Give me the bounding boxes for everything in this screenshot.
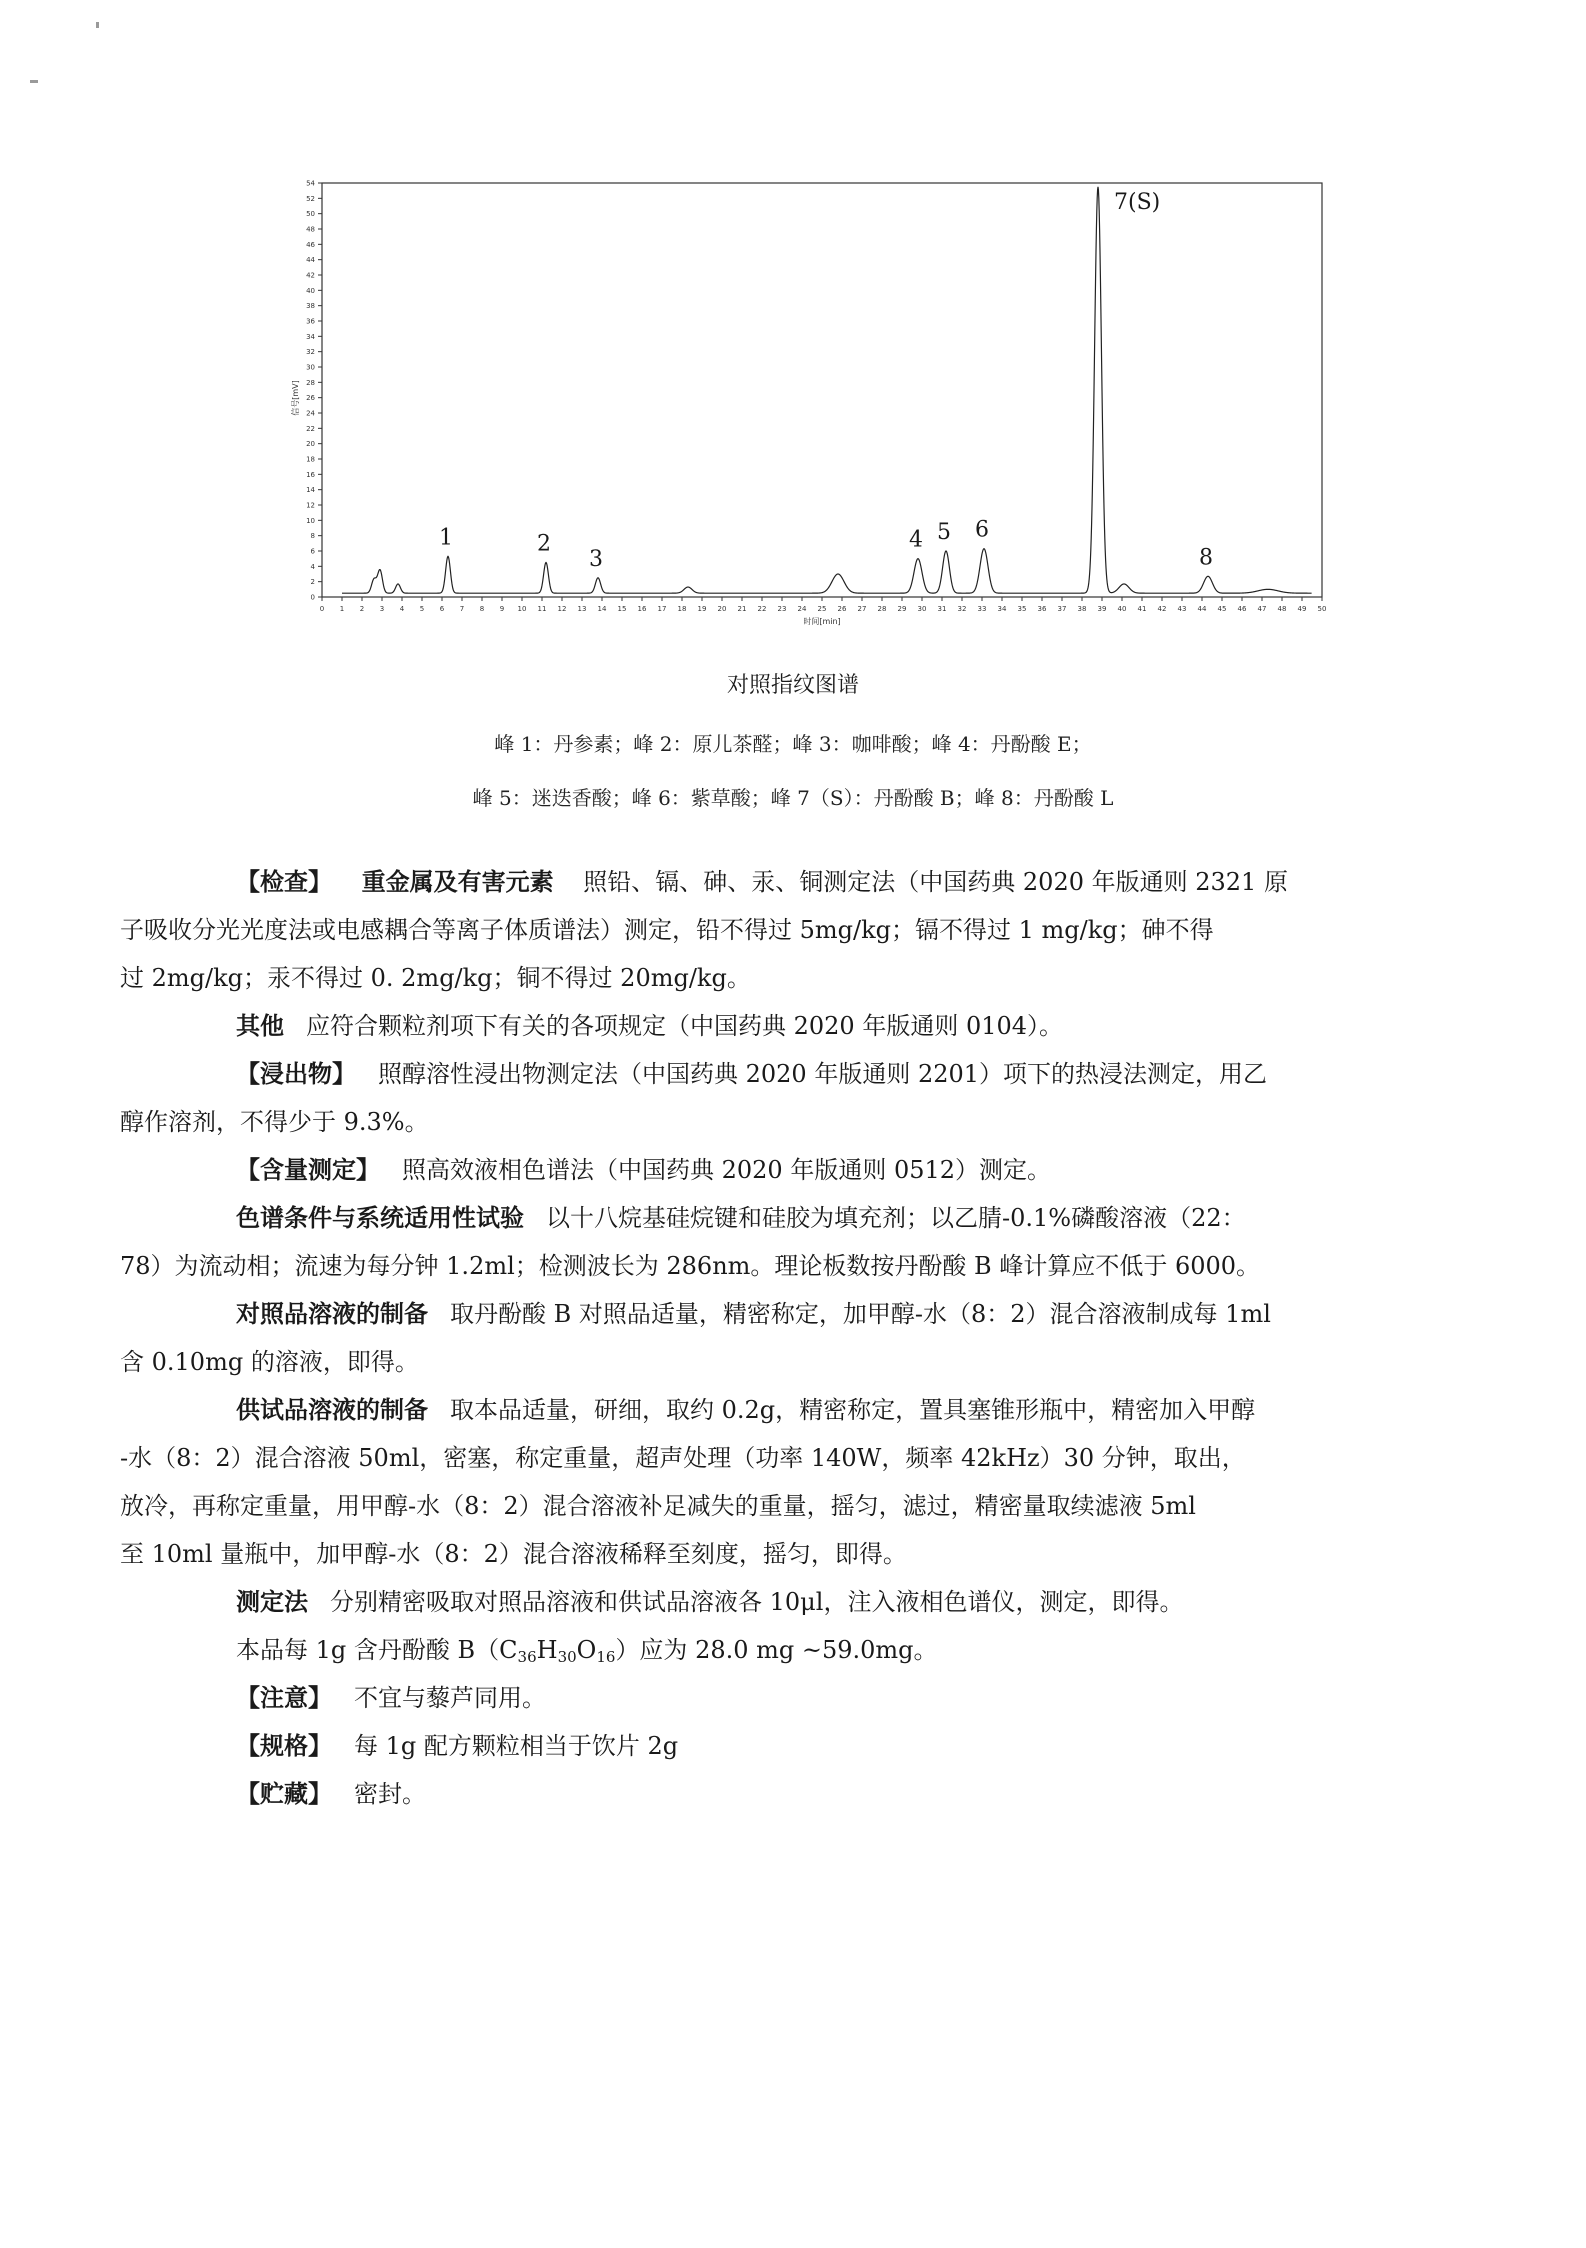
x-tick-label: 38 [1077,605,1087,613]
scan-speck [30,80,38,83]
x-tick-label: 37 [1057,605,1067,613]
x-tick-label: 39 [1097,605,1107,613]
extract-paragraph [120,1050,1428,1146]
x-axis-label: 时间[min] [803,617,841,626]
x-tick-label: 26 [837,605,847,613]
x-tick-label: 5 [419,605,425,613]
reference-prep-text-1: 取丹酚酸 B 对照品适量，精密称定，加甲醇-水（8：2）混合溶液制成每 1ml [450,1300,1271,1328]
x-tick-label: 35 [1017,605,1027,613]
storage-label: 【贮藏】 [236,1780,332,1808]
x-tick-label: 1 [339,605,345,613]
x-tick-label: 24 [797,605,807,613]
scan-speck [96,22,99,28]
x-tick-label: 44 [1197,605,1207,613]
y-tick-label: 4 [310,562,315,571]
peak-label: 6 [975,517,989,543]
x-tick-label: 27 [857,605,867,613]
y-tick-label: 16 [306,470,315,479]
y-tick-label: 12 [306,501,315,510]
heavy-metals-subhead: 重金属及有害元素 [361,868,554,896]
y-tick-label: 48 [306,225,315,234]
method-text: 分别精密吸取对照品溶液和供试品溶液各 10μl，注入液相色谱仪，测定，即得。 [330,1588,1184,1616]
x-tick-label: 13 [577,605,587,613]
sample-prep-text-2: -水（8：2）混合溶液 50ml，密塞，称定重量，超声处理（功率 140W，频率 42kHz）30 分钟，取出， [120,1444,1246,1472]
x-tick-label: 3 [379,605,385,613]
x-tick-label: 43 [1177,605,1187,613]
x-tick-label: 40 [1117,605,1127,613]
x-tick-label: 11 [537,605,547,613]
inspection-text-3: 过 2mg/kg；汞不得过 0. 2mg/kg；铜不得过 20mg/kg。 [120,964,751,992]
chromatogram-figure [291,179,1340,650]
y-tick-label: 50 [306,210,315,219]
y-tick-label: 38 [306,302,315,311]
x-tick-label: 14 [597,605,607,613]
figure-legend-line-1: 峰 1：丹参素；峰 2：原儿茶醛；峰 3：咖啡酸；峰 4：丹酚酸 E； [494,732,1092,756]
spec-text: 每 1g 配方颗粒相当于饮片 2g [354,1732,679,1760]
caution-text: 不宜与藜芦同用。 [354,1684,546,1712]
plot-frame [322,183,1322,597]
reference-prep-text-2: 含 0.10mg 的溶液，即得。 [120,1348,419,1376]
inspection-paragraph [120,858,1428,1002]
y-tick-label: 40 [306,286,315,295]
x-tick-label: 45 [1217,605,1227,613]
content-paragraph [178,1626,1428,1674]
chromatogram-chart [291,179,1340,650]
y-tick-label: 28 [306,378,315,387]
x-tick-label: 15 [617,605,627,613]
x-tick-label: 47 [1257,605,1267,613]
figure-title: 对照指纹图谱 [726,673,859,698]
x-tick-label: 33 [977,605,987,613]
y-tick-label: 2 [310,578,315,587]
y-tick-label: 24 [306,409,315,418]
y-tick-label: 14 [306,486,315,495]
y-tick-label: 32 [306,348,315,357]
monograph-body [120,858,1428,1818]
x-tick-label: 46 [1237,605,1247,613]
reference-prep-paragraph [120,1290,1428,1386]
chromatography-paragraph [120,1194,1428,1290]
y-tick-label: 30 [306,363,315,372]
y-tick-label: 42 [306,271,315,280]
caution-paragraph [178,1674,1428,1722]
content-suffix: ）应为 28.0 mg ~59.0mg。 [615,1636,938,1664]
peak-label: 5 [937,520,951,545]
extract-text-2: 醇作溶剂，不得少于 9.3%。 [120,1108,429,1136]
y-tick-label: 10 [306,516,315,525]
x-tick-label: 6 [439,605,445,613]
y-tick-label: 36 [306,317,315,326]
assay-label: 【含量测定】 [236,1156,380,1184]
x-tick-label: 18 [677,605,687,613]
x-tick-label: 41 [1137,605,1147,613]
x-tick-label: 23 [777,605,787,613]
x-tick-label: 0 [319,605,325,613]
x-tick-label: 34 [997,605,1007,613]
x-tick-label: 30 [917,605,927,613]
inspection-text-2: 子吸收分光光度法或电感耦合等离子体质谱法）测定，铅不得过 5mg/kg；镉不得过 1 mg/kg；砷不得 [120,916,1214,944]
others-paragraph [178,1002,1428,1050]
spec-paragraph [178,1722,1428,1770]
chromatography-label: 色谱条件与系统适用性试验 [236,1204,524,1232]
peak-label: 1 [439,525,453,551]
x-tick-label: 20 [717,605,727,613]
assay-paragraph [178,1146,1428,1194]
inspection-text-1: 照铅、镉、砷、汞、铜测定法（中国药典 2020 年版通则 2321 原 [583,868,1288,896]
x-tick-label: 8 [479,605,485,613]
peak-label: 4 [909,527,923,553]
storage-text: 密封。 [354,1780,426,1808]
x-tick-label: 17 [657,605,667,613]
x-tick-label: 48 [1277,605,1287,613]
x-tick-label: 9 [499,605,505,613]
y-tick-label: 46 [306,240,315,249]
formula-sub-c: 36 [517,1648,537,1666]
reference-prep-label: 对照品溶液的制备 [236,1300,428,1328]
sample-prep-label: 供试品溶液的制备 [236,1396,428,1424]
x-tick-label: 25 [817,605,827,613]
others-text: 应符合颗粒剂项下有关的各项规定（中国药典 2020 年版通则 0104）。 [306,1012,1064,1040]
spec-label: 【规格】 [236,1732,332,1760]
x-tick-label: 21 [737,605,747,613]
assay-text: 照高效液相色谱法（中国药典 2020 年版通则 0512）测定。 [402,1156,1052,1184]
formula-o: O [576,1636,597,1664]
method-paragraph [178,1578,1428,1626]
storage-paragraph [178,1770,1428,1818]
method-label: 测定法 [236,1588,308,1616]
sample-prep-paragraph [120,1386,1428,1578]
x-tick-label: 16 [637,605,647,613]
x-tick-label: 22 [757,605,767,613]
y-tick-label: 34 [306,332,315,341]
formula-sub-h: 30 [557,1648,577,1666]
y-tick-label: 52 [306,194,315,203]
x-tick-label: 42 [1157,605,1167,613]
y-tick-label: 20 [306,440,315,449]
extract-text-1: 照醇溶性浸出物测定法（中国药典 2020 年版通则 2201）项下的热浸法测定，用乙 [378,1060,1268,1088]
y-tick-label: 6 [310,547,315,556]
extract-label: 【浸出物】 [236,1060,356,1088]
content-prefix: 本品每 1g 含丹酚酸 B（C [236,1636,518,1664]
inspection-label: 【检查】 [236,868,332,896]
y-tick-label: 54 [306,179,315,188]
x-tick-label: 19 [697,605,707,613]
x-tick-label: 32 [957,605,967,613]
x-tick-label: 36 [1037,605,1047,613]
x-tick-label: 4 [399,605,405,613]
sample-prep-text-1: 取本品适量，研细，取约 0.2g，精密称定，置具塞锥形瓶中，精密加入甲醇 [450,1396,1256,1424]
others-label: 其他 [236,1012,284,1040]
peak-label: 8 [1199,545,1213,571]
sample-prep-text-4: 至 10ml 量瓶中，加甲醇-水（8：2）混合溶液稀释至刻度，摇匀，即得。 [120,1540,907,1568]
y-tick-label: 26 [306,394,315,403]
x-tick-label: 49 [1297,605,1307,613]
sample-prep-text-3: 放冷，再称定重量，用甲醇-水（8：2）混合溶液补足减失的重量，摇匀，滤过，精密量取续滤液 5ml [120,1492,1196,1520]
y-tick-label: 8 [310,532,315,541]
peak-label: 3 [589,546,603,572]
y-tick-label: 0 [310,593,315,602]
x-tick-label: 28 [877,605,887,613]
formula-sub-o: 16 [596,1648,616,1666]
x-tick-label: 7 [459,605,465,613]
y-axis-label: 信号[mV] [291,380,300,416]
x-tick-label: 31 [937,605,947,613]
peak-label: 2 [537,531,551,557]
x-tick-label: 29 [897,605,907,613]
peak-label: 7(S) [1114,189,1161,215]
x-tick-label: 2 [359,605,365,613]
y-tick-label: 18 [306,455,315,464]
y-tick-label: 44 [306,256,315,265]
chromatography-text-1: 以十八烷基硅烷键和硅胶为填充剂；以乙腈-0.1%磷酸溶液（22： [546,1204,1246,1232]
x-tick-label: 50 [1317,605,1327,613]
formula-h: H [536,1636,558,1664]
chromatography-text-2: 78）为流动相；流速为每分钟 1.2ml；检测波长为 286nm。理论板数按丹酚酸 B 峰计算应不低于 6000。 [120,1252,1261,1280]
caution-label: 【注意】 [236,1684,332,1712]
chromatogram-trace [342,187,1312,593]
x-tick-label: 12 [557,605,567,613]
x-tick-label: 10 [517,605,527,613]
y-tick-label: 22 [306,424,315,433]
figure-legend-line-2: 峰 5：迷迭香酸；峰 6：紫草酸；峰 7（S）：丹酚酸 B；峰 8：丹酚酸 L [472,786,1114,810]
